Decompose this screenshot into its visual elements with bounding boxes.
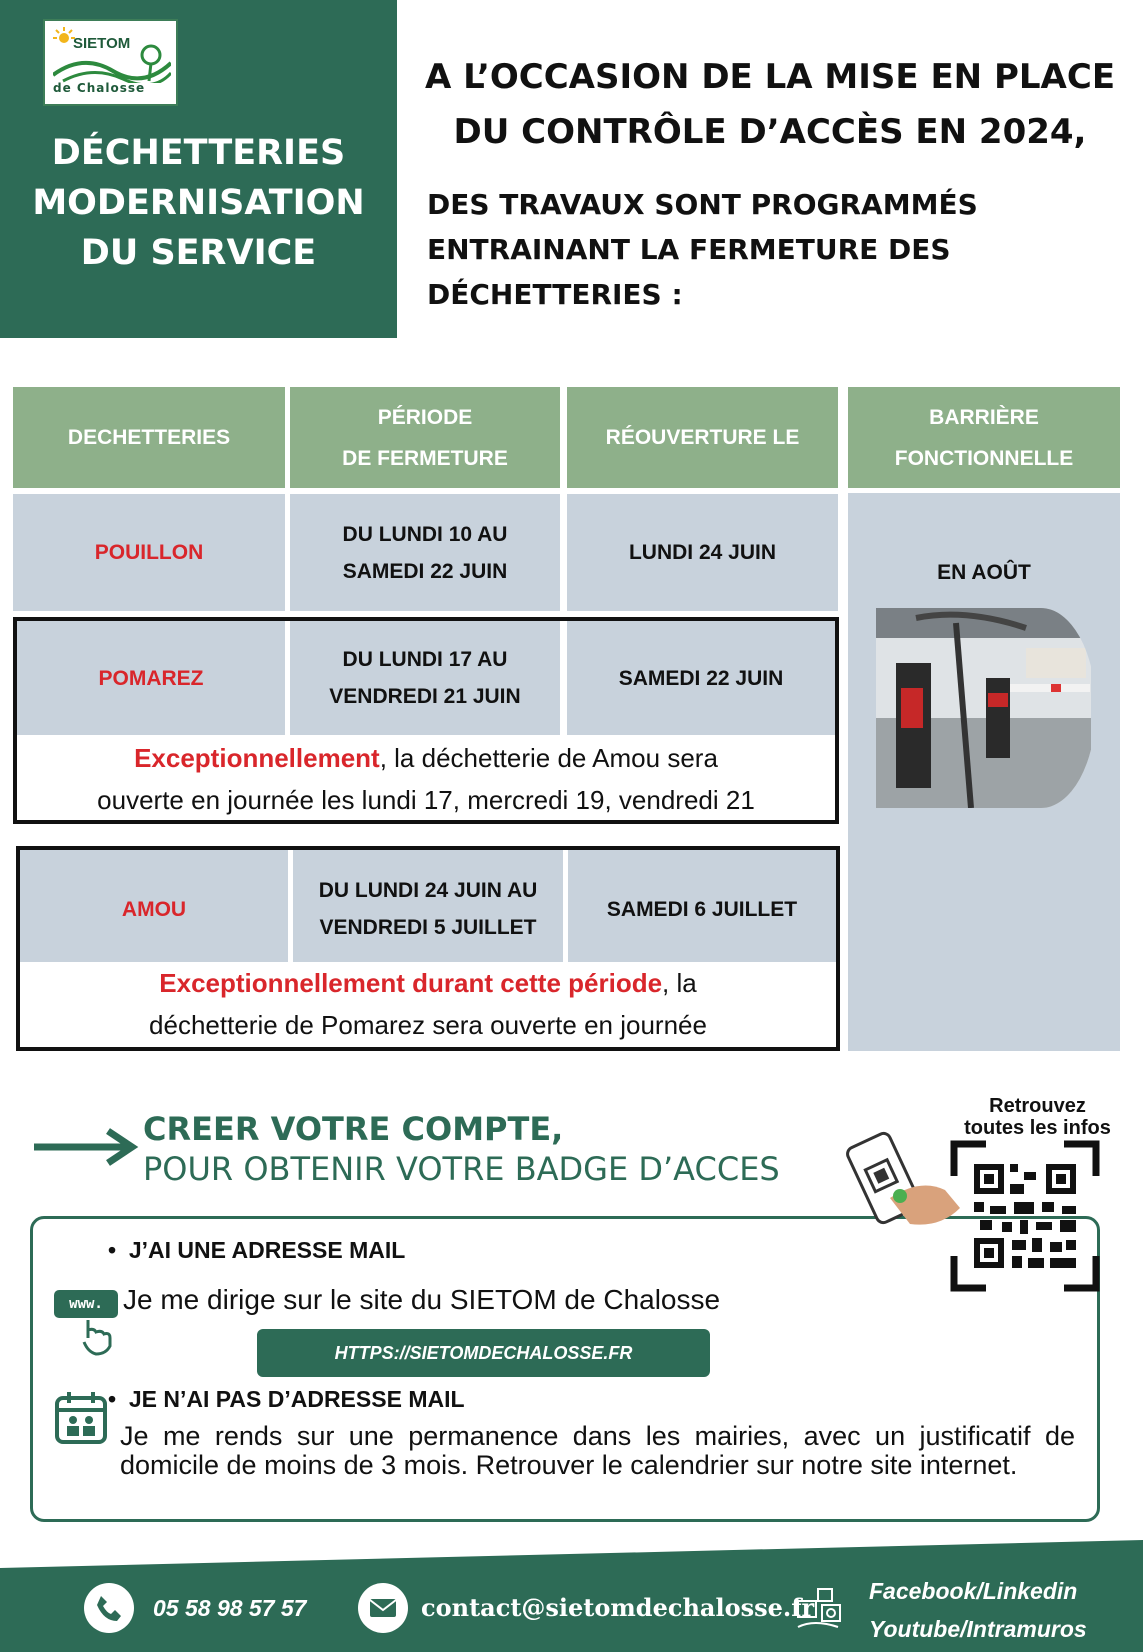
cell-text: DU LUNDI 17 AU: [342, 648, 508, 671]
website-text: Je me dirige sur le site du SIETOM de Chalosse: [123, 1284, 721, 1315]
calendar-people-icon: [54, 1390, 110, 1446]
header-barriere: [848, 387, 1120, 488]
arrow-right-icon: [32, 1127, 140, 1167]
cell-text: DU LUNDI 10 AU: [342, 522, 508, 546]
cell-text: VENDREDI 5 JUILLET: [319, 916, 537, 939]
bullet-no-email: • JE N’AI PAS D’ADRESSE MAIL: [108, 1386, 465, 1412]
row-pouillon-name: [13, 494, 285, 611]
row-pomarez-name: [17, 621, 285, 735]
phone-number[interactable]: 05 58 98 57 57: [153, 1595, 307, 1621]
main-title-line: A L’OCCASION DE LA MISE EN PLACE: [424, 57, 1116, 97]
cell-text: DU LUNDI 24 JUIN AU: [318, 879, 538, 902]
panel-title-line: DU SERVICE: [80, 233, 317, 273]
header-label: DE FERMETURE: [342, 446, 508, 470]
phone-icon: [84, 1583, 134, 1633]
cell-text: POUILLON: [94, 541, 204, 564]
panel-title-line: DÉCHETTERIES: [51, 133, 346, 173]
landscape-icon: [53, 43, 171, 83]
row-pouillon-period: [290, 494, 560, 611]
cell-text: SAMEDI 22 JUIN: [618, 666, 784, 690]
row-amou-name: [20, 850, 288, 968]
social-links: [869, 1572, 1087, 1648]
row-pouillon-reopen: [567, 494, 838, 611]
row-amou-reopen: [568, 850, 836, 968]
cell-text: POMAREZ: [98, 666, 204, 690]
website-url-link[interactable]: HTTPS://SIETOMDECHALOSSE.FR: [257, 1329, 710, 1377]
pomarez-note: [17, 737, 835, 820]
header-label: PÉRIODE: [377, 405, 473, 429]
qr-caption-line: toutes les infos: [964, 1117, 1111, 1139]
sietom-logo: [43, 19, 178, 106]
hand-click-icon: [76, 1316, 116, 1356]
amou-note: [20, 962, 836, 1047]
social-media-icon: [794, 1583, 846, 1633]
sub-title-line: DÉCHETTERIES :: [427, 278, 683, 311]
row-pomarez-reopen: [567, 621, 835, 735]
cell-text: AMOU: [121, 897, 187, 921]
header-reouverture: [567, 387, 838, 488]
email-address[interactable]: contact@sietomdechalosse.fr: [421, 1593, 815, 1622]
header-dechetteries: [13, 387, 285, 488]
cell-text: VENDREDI 21 JUIN: [329, 685, 521, 708]
panel-title-line: MODERNISATION: [32, 183, 365, 223]
main-title: [410, 50, 1130, 160]
main-title-line: DU CONTRÔLE D’ACCÈS EN 2024,: [453, 112, 1087, 152]
header-label: FONCTIONNELLE: [894, 446, 1074, 470]
www-icon: www.: [54, 1290, 118, 1318]
header-label: DECHETTERIES: [67, 426, 231, 449]
cell-text: SAMEDI 22 JUIN: [342, 559, 508, 583]
qr-caption-line: Retrouvez: [989, 1095, 1086, 1117]
cell-text: SAMEDI 6 JUILLET: [606, 897, 798, 921]
bullet-label: J’AI UNE ADRESSE MAIL: [128, 1237, 406, 1263]
note-emphasis: Exceptionnellement durant cette période: [159, 968, 663, 998]
header-label: BARRIÈRE: [929, 405, 1039, 429]
note-text: ouverte en journée les lundi 17, mercredi 19, vendredi 21: [97, 785, 755, 815]
note-text: , la: [662, 968, 697, 998]
phone-qr-icon: [840, 1128, 965, 1233]
account-title: CREER VOTRE COMPTE,: [143, 1110, 564, 1148]
note-text: , la déchetterie de Amou sera: [379, 743, 718, 773]
logo-name: SIETOM: [73, 35, 131, 52]
barrier-value: EN AOÛT: [937, 561, 1031, 584]
panel-title: [0, 128, 397, 278]
header-periode: [290, 387, 560, 488]
cell-text: LUNDI 24 JUIN: [628, 541, 777, 564]
bullet-label: JE N’AI PAS D’ADRESSE MAIL: [128, 1386, 465, 1412]
row-amou-period: [293, 850, 563, 968]
no-email-text: Je me rends sur une permanence dans les mairies, avec un justificatif de domicile de moins de 3 mois. Retrouver le calendrier sur notre site internet.: [120, 1421, 1075, 1480]
bullet-has-email: • J’AI UNE ADRESSE MAIL: [108, 1237, 406, 1263]
note-text: déchetterie de Pomarez sera ouverte en journée: [149, 1010, 707, 1040]
header-label: RÉOUVERTURE LE: [605, 426, 800, 449]
barrier-column: [848, 493, 1120, 1051]
row-pomarez-period: [290, 621, 560, 735]
logo-subtitle: de Chalosse: [53, 81, 146, 95]
qr-caption: [940, 1095, 1135, 1139]
note-emphasis: Exceptionnellement: [134, 743, 380, 773]
social-line[interactable]: Youtube/Intramuros: [869, 1616, 1087, 1642]
email-icon: [358, 1583, 408, 1633]
sub-title-line: DES TRAVAUX SONT PROGRAMMÉS: [427, 188, 978, 221]
barrier-photo: [876, 608, 1091, 808]
sub-title: [427, 182, 1127, 317]
account-subtitle: POUR OBTENIR VOTRE BADGE D’ACCES: [143, 1150, 780, 1188]
sub-title-line: ENTRAINANT LA FERMETURE DES: [427, 233, 951, 266]
social-line[interactable]: Facebook/Linkedin: [869, 1578, 1078, 1604]
qr-code-icon: [950, 1140, 1100, 1292]
